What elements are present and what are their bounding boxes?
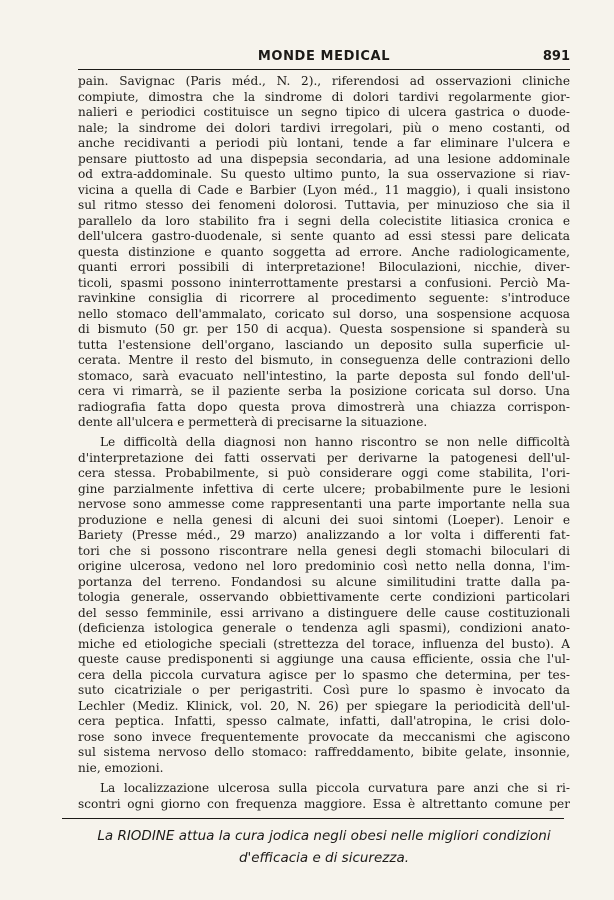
text-line: rose sono invece frequentemente provocate da meccanismi che agiscono xyxy=(78,729,570,744)
text-line: cera vi rimarrà, se il paziente serba la posizione coricata sul dorso. Una xyxy=(78,384,570,399)
text-line: anche recidivanti a periodi più lontani, tende a far eliminare l'ulcera e xyxy=(78,136,570,150)
text-line: d'interpretazione dei fatti osservati per derivarne la patogenesi dell'ul- xyxy=(78,450,570,465)
text-line: tologia generale, osservando obbiettivamente certe condizioni particolari xyxy=(78,590,570,605)
text-line: nalieri e periodici costituisce un segno tipico di ulcera gastrica o duode- xyxy=(78,105,570,119)
text-line: vicina a quella di Cade e Barbier (Lyon méd., 11 maggio), i quali insistono xyxy=(78,182,570,197)
text-line: suto cicatriziale o per perigastriti. Così pure lo spasmo è invocato da xyxy=(78,683,570,698)
text-line: od extra-addominale. Su questo ultimo punto, la sua osservazione si riav- xyxy=(78,167,570,181)
text-line: Bariety (Presse méd., 29 marzo) analizzando a lor volta i differenti fat- xyxy=(78,528,570,543)
text-line: dell'ulcera gastro-duodenale, si sente quanto ad essi stessi pare delicata xyxy=(78,229,570,243)
text-line: cerata. Mentre il resto del bismuto, in conseguenza delle contrazioni dello xyxy=(78,353,570,368)
text-line: stomaco, sarà evacuato nell'intestino, la parte deposta sul fondo dell'ul- xyxy=(78,368,570,383)
text-line: nie, emozioni. xyxy=(78,760,164,775)
text-line: miche ed etiologiche speciali (strettezza del torace, influenza del busto). A xyxy=(78,636,570,651)
text-line: ticoli, spasmi possono ininterrottamente prestarsi a confusioni. Perciò Ma- xyxy=(78,275,570,290)
text-line: di bismuto (50 gr. per 150 di acqua). Questa sospensione si spanderà su xyxy=(78,322,570,337)
text-line: portanza del terreno. Fondandosi su alcune similitudini tratte dalla pa- xyxy=(78,574,570,589)
text-line: compiute, dimostra che la sindrome di dolori tardivi regolarmente gior- xyxy=(78,89,570,104)
text-line: del sesso femminile, essi arrivano a distinguere delle cause costituzionali xyxy=(78,605,570,620)
text-line: produzione e nella genesi di alcuni dei suoi sintomi (Loeper). Lenoir e xyxy=(78,512,570,527)
text-line: cera peptica. Infatti, spesso calmate, infatti, dall'atropina, le crisi dolo- xyxy=(78,714,570,729)
footer-rule xyxy=(62,818,564,819)
text-line: parallelo da loro stabilito fra i segni della colecistite litiasica cronica e xyxy=(78,213,570,228)
text-line: Lechler (Mediz. Klinick, vol. 20, N. 26) per spiegare la periodicità dell'ul- xyxy=(78,698,570,713)
text-line: scontri ogni giorno con frequenza maggiore. Essa è altrettanto comune per xyxy=(78,796,570,811)
text-line: pensare piuttosto ad una dispepsia secondaria, ad una lesione addominale xyxy=(78,151,570,166)
text-line: (deficienza istologica generale o tendenza agli spasmi), condizioni anato- xyxy=(78,621,570,636)
text-line: questa distinzione e quanto soggetta ad errore. Anche radiologicamente, xyxy=(78,244,570,259)
text-line: quanti errori possibili di interpretazione! Biloculazioni, nicchie, diver- xyxy=(78,260,570,275)
text-line: radiografia fatta dopo questa prova dimostrerà una chiazza corrispon- xyxy=(78,399,570,414)
text-line: cera stessa. Probabilmente, si può considerare oggi come stabilita, l'ori- xyxy=(78,466,570,481)
page-number: 891 xyxy=(542,49,570,64)
text-line: pain. Savignac (Paris méd., N. 2)., riferendosi ad osservazioni cliniche xyxy=(78,74,570,88)
text-line: cera della piccola curvatura agisce per lo spasmo che determina, per tes- xyxy=(78,667,570,682)
header-rule xyxy=(78,69,570,70)
text-line: nale; la sindrome dei dolori tardivi irregolari, più o meno costanti, od xyxy=(78,120,570,135)
text-line: origine ulcerosa, vedono nel loro predominio così netto nella donna, l'im- xyxy=(78,559,570,574)
text-line: nello stomaco dell'ammalato, coricato sul dorso, una sospensione acquosa xyxy=(78,306,570,321)
text-line: gine parzialmente infettiva di certe ulcere; probabilmente pure le lesioni xyxy=(78,481,570,496)
text-line: dente all'ulcera e permetterà di precisarne la situazione. xyxy=(78,415,428,430)
text-line: sul ritmo stesso dei fenomeni dolorosi. Tuttavia, per minuzioso che sia il xyxy=(78,198,570,212)
text-line: tutta l'estensione dell'organo, lasciando un deposito sulla superficie ul- xyxy=(78,337,570,352)
text-line: nervose sono ammesse come rappresentanti una parte importante nella sua xyxy=(78,497,570,512)
text-line: tori che si possono riscontrare nella genesi degli stomachi biloculari di xyxy=(78,543,570,558)
footer-line-2: d'efficacia e di sicurezza. xyxy=(238,850,410,866)
text-line: Le difficoltà della diagnosi non hanno riscontro se non nelle difficoltà xyxy=(100,435,570,450)
footer-line-1: La RIODINE attua la cura jodica negli obesi nelle migliori condizioni xyxy=(97,828,551,844)
running-title: MONDE MEDICAL xyxy=(257,49,391,64)
text-line: ravinkine consiglia di ricorrere al procedimento seguente: s'introduce xyxy=(78,291,570,306)
text-line: sul sistema nervoso dello stomaco: raffreddamento, bibite gelate, insonnie, xyxy=(78,745,570,760)
text-line: queste cause predisponenti si aggiunge una causa efficiente, ossia che l'ul- xyxy=(78,652,570,667)
text-line: La localizzazione ulcerosa sulla piccola curvatura pare anzi che si ri- xyxy=(100,781,570,795)
page-header xyxy=(78,40,570,70)
